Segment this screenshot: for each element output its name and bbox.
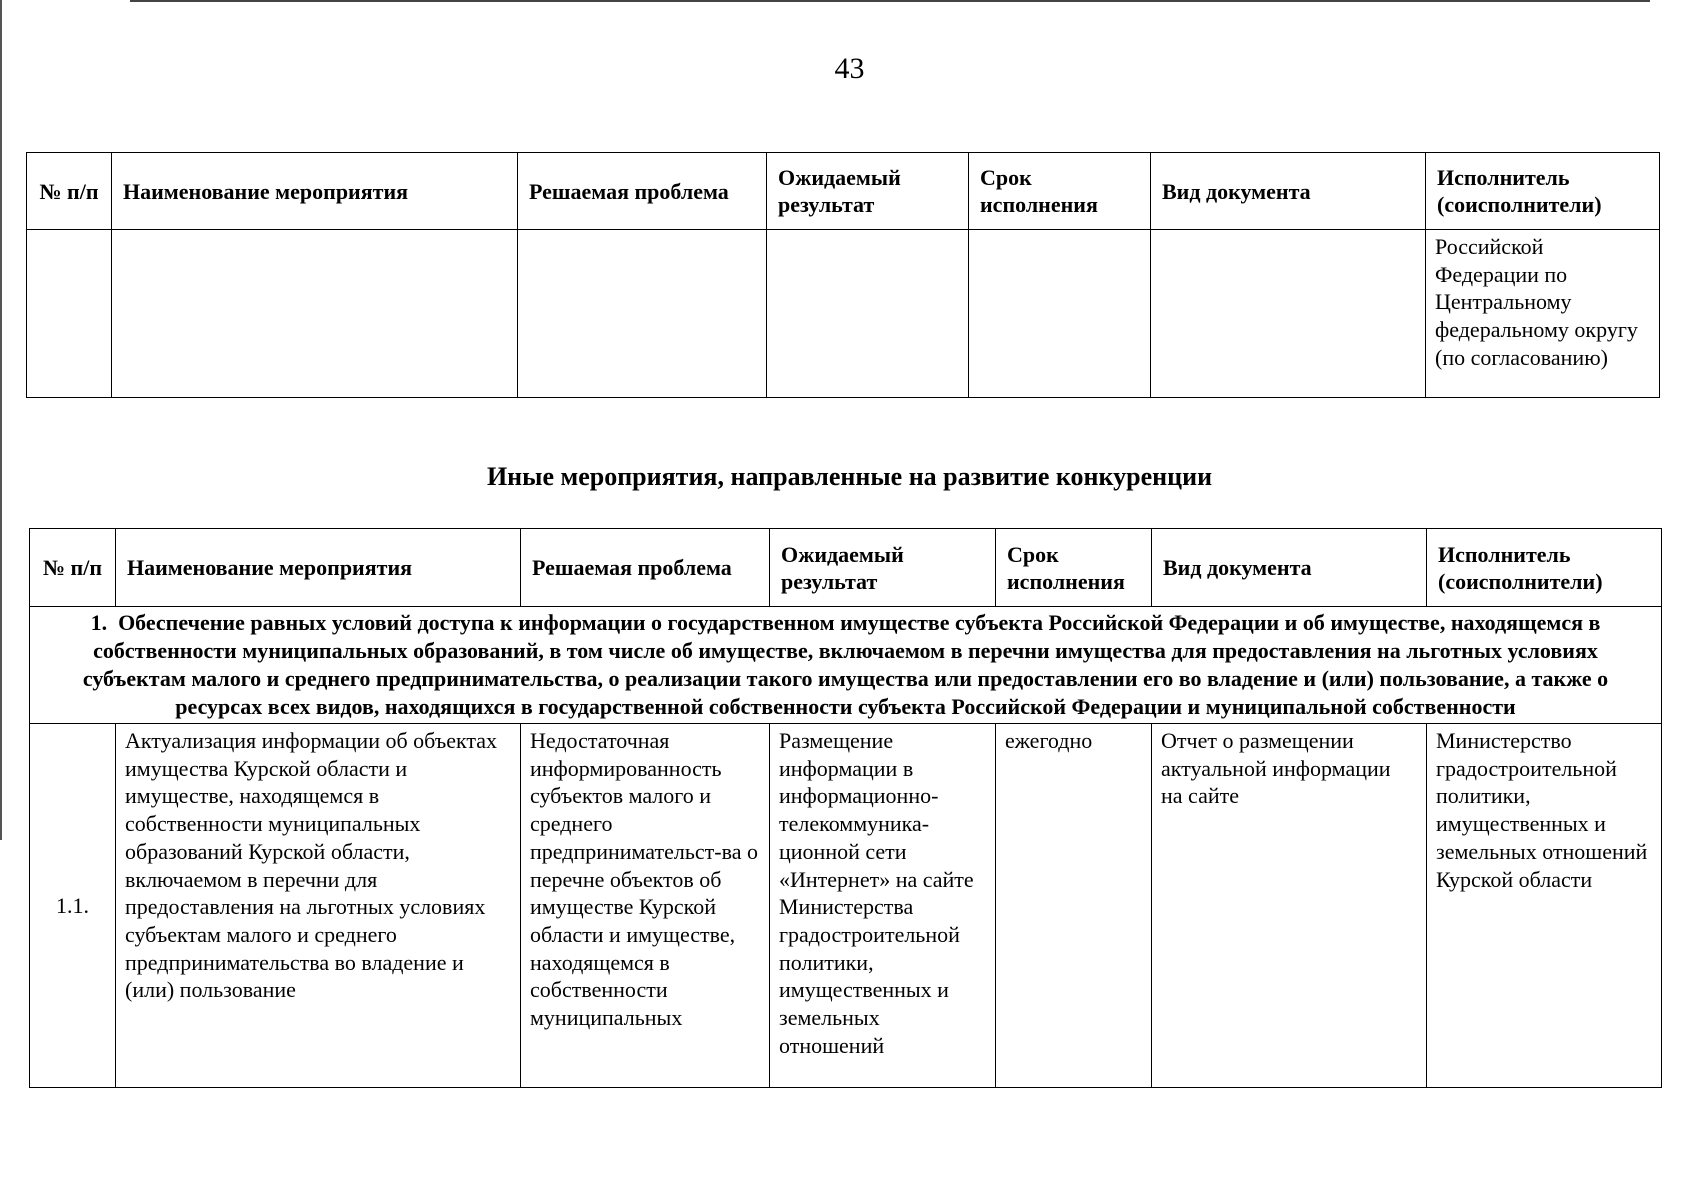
table-row [27,230,1660,398]
table-header-row [30,529,1662,607]
cell-deadline: ежегодно [996,724,1152,1088]
cell-deadline [969,230,1151,398]
header-executor: Исполнитель (соисполнители) [1426,153,1660,230]
cell-problem [518,230,767,398]
cell-executor: Российской Федерации по Центральному федеральному округу (по согласованию) [1426,230,1660,398]
cell-result [767,230,969,398]
section-heading: 1. Обеспечение равных условий доступа к информации о государственном имуществе субъекта Российской Федерации и об имуществе, находящемся в собственности муниципальных образований, в том числе об имуществе, включаемом в перечни имущества для предоставления на льготных условиях субъектам малого и среднего предпринимательства, о реализации такого имущества или предоставлении его во владение и (или) пользование, а также о ресурсах всех видов, находящихся в государственной собственности субъекта Российской Федерации и муниципальной собственности [30,607,1662,724]
cell-document [1151,230,1426,398]
header-document: Вид документа [1151,153,1426,230]
table-row [30,724,1662,1088]
header-num: № п/п [27,153,112,230]
header-name: Наименование мероприятия [112,153,518,230]
header-name: Наименование мероприятия [116,529,521,607]
cell-num [27,230,112,398]
section-title: Иные мероприятия, направленные на развитие конкуренции [486,462,1213,491]
cell-name [112,230,518,398]
measures-table [29,528,1662,1088]
header-deadline: Срок исполнения [996,529,1152,607]
section-row [30,607,1662,724]
scan-edge-top [130,0,1650,2]
cell-document: Отчет о размещении актуальной информации на сайте [1152,724,1427,1088]
header-problem: Решаемая проблема [518,153,767,230]
header-num: № п/п [30,529,116,607]
page-number: 43 [834,52,865,85]
cell-name: Актуализация информации об объектах имущества Курской области и имуществе, находящемся в собственности муниципальных образований Курской области, включаемом в перечни для предоставления на льготных условиях субъектам малого и среднего предпринимательства во владение и (или) пользование [116,724,521,1088]
scan-edge-left [0,0,2,840]
table-header-row [27,153,1660,230]
header-result: Ожидаемый результат [767,153,969,230]
header-document: Вид документа [1152,529,1427,607]
cell-num: 1.1. [30,724,116,1088]
header-result: Ожидаемый результат [770,529,996,607]
cell-executor: Министерство градостроительной политики, имущественных и земельных отношений Курской области [1427,724,1662,1088]
header-problem: Решаемая проблема [521,529,770,607]
header-deadline: Срок исполнения [969,153,1151,230]
table-continued [26,152,1660,398]
header-executor: Исполнитель (соисполнители) [1427,529,1662,607]
cell-problem: Недостаточная информированность субъектов малого и среднего предпринимательст-ва о перечне объектов об имуществе Курской области и имуществе, находящемся в собственности муниципальных [521,724,770,1088]
cell-result: Размещение информации в информационно-телекоммуника-ционной сети «Интернет» на сайте Министерства градостроительной политики, имущественных и земельных отношений [770,724,996,1088]
